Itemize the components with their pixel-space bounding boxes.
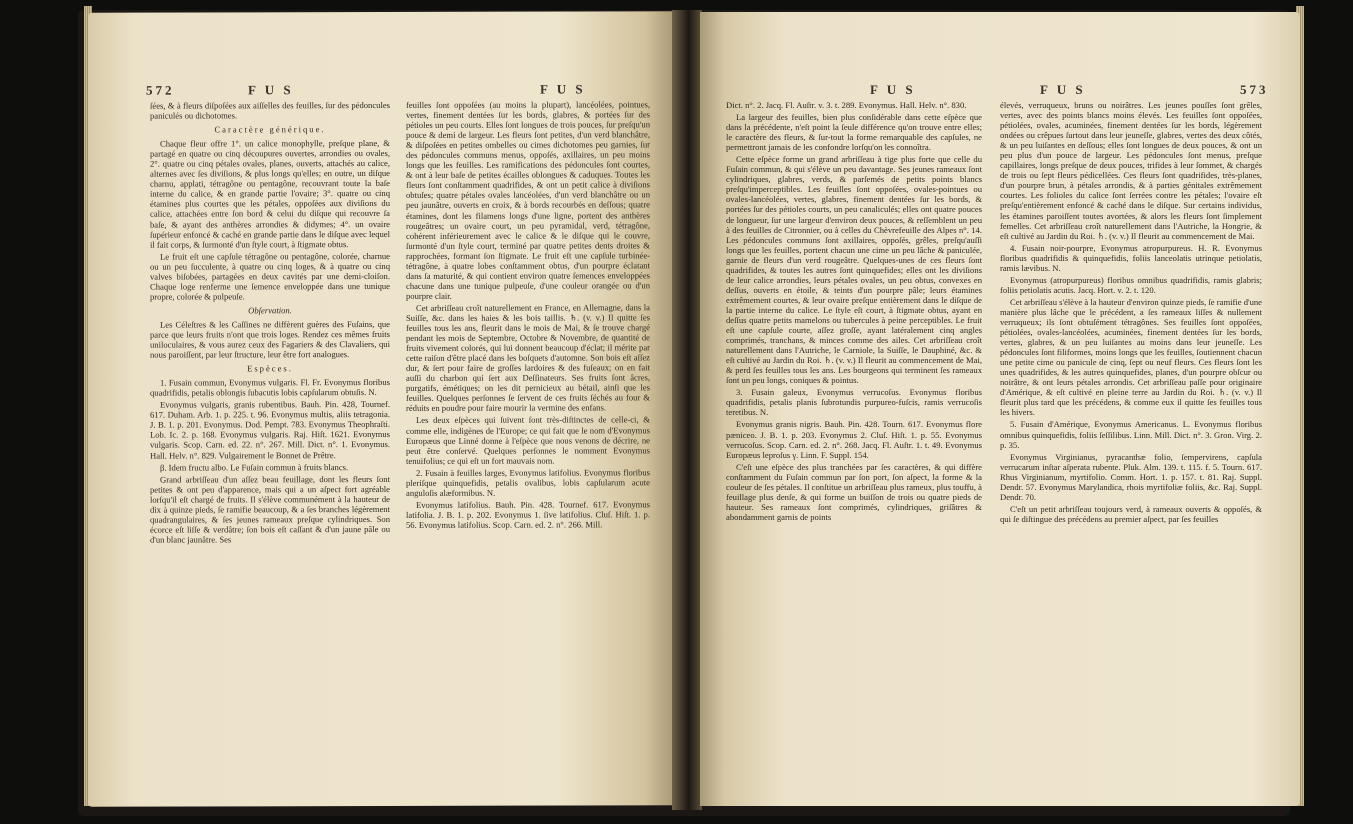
- left-running-head-right: F U S: [540, 81, 586, 97]
- paragraph: 3. Fusain galeux, Evonymus verrucoſus. Evonymus floribus quadrifidis, petalis planis ſubrotundis purpureo-fuſcis, ramis verrucoſis teretibus. N.: [726, 387, 982, 418]
- right-page: [700, 12, 1300, 806]
- right-column-2: [1000, 100, 1262, 526]
- paragraph: Evonymus vulgaris, granis rubentibus. Bauh. Pin. 428, Tournef. 617. Duham. Arb. 1. p. 225. t. 96. Evonymus multis, aliis tetragonia. J. B. 1. p. 201. Evonymus. Dod. Pempt. 783. Evonymus Theophraſti. Lob. Ic. 2. p. 168. Evonymus vulgaris. Raj. Hiſt. 1621. Evonymus vulgaris. Scop. Carn. ed. 22. n°. 267. Mill. Dict. n°. 1. Evonymus. Hall. Helv. n°. 829. Vulgairement le Bonnet de Prêtre.: [150, 399, 390, 461]
- left-column-1: [150, 100, 390, 547]
- paragraph: Evonymus (atropurpureus) floribus omnibus quadrifidis, ramis glabris; foliis petiolatis acutis. Jacq. Hort. v. 2. t. 120.: [1000, 274, 1262, 295]
- paragraph: Cet arbriſſeau s'élève à la hauteur d'environ quinze pieds, ſe ramifie d'une manière plus lâche que le précédent, a ſes rameaux liſſes & nullement verruqueux; ils ſont obtuſément tétragônes. Ses feuilles ſont oppoſées, pétiolées, ovales-lancéolées, acuminées, finement dentées ſur les bords, vertes, glabres, & un peu luiſantes au moins dans leur jeuneſſe. Les pédoncules ſont filiformes, moins longs que les feuilles, ſoutiennent chacun une petite cime ou panicule de cinq, ſept ou neuf fleurs. Ces fleurs ſont les unes quadrifides, & les autres quinquefides, planes, d'un pourpre obſcur ou noirâtre, & ont leurs pétales arrondis. Cet arbriſſeau paſſe pour originaire d'Amérique, & eſt cultivé en pleine terre au Jardin du Roi. ♄. (v. v.) Il fleurit plus tard que les précédens, & comme eux il quitte ſes feuilles tous les hivers.: [1000, 296, 1262, 418]
- paragraph: Les Céleſtres & les Caſſines ne diffèrent guères des Fuſains, que parce que leurs fruits n'ont que trois loges. Rendez ces mêmes fruits uniloculaires, & vous aurez ceux des Fagariers & des Clavaliers, qui nous paroiſſent, par leur ſtructure, leur être fort analogues.: [150, 318, 390, 360]
- section-heading: Obſervation.: [248, 305, 292, 316]
- paragraph: C'eſt un petit arbriſſeau toujours verd, à rameaux ouverts & oppoſés, & qui ſe diſtingue des précédens au premier aſpect, par ſes feuilles: [1000, 503, 1262, 524]
- book-gutter: [672, 10, 702, 810]
- paragraph: Cet arbriſſeau croît naturellement en France, en Allemagne, dans la Suiſſe, &c. dans les haies & les bois taillis. ♄. (v. v.) Il quitte ſes feuilles tous les ans, fleurit dans le mois de Mai, & ſe trouve chargé pendant les mois de Septembre, Octobre & Novembre, de quantité de fruits vivement colorés, qui lui donnent beaucoup d'éclat; il mérite par cette raiſon d'être placé dans les boſquets d'automne. Son bois eſt aſſez dur, & ſert pour faire de groſſes lardoires & des fuſeaux; on en fait auſſi du charbon qui ſert aux Deſſinateurs. Ses fruits ſont âcres, purgatifs, émétiques; on les dit pernicieux au bétail, ainſi que les feuilles. Quelques perſonnes ſe ſervent de ces fruits ſéchés au four & réduits en poudre pour faire mourir la vermine des enfans.: [406, 302, 650, 414]
- paragraph: Evonymus granis nigris. Bauh. Pin. 428. Tourn. 617. Evonymus flore pæniceo. J. B. 1. p. 203. Evonymus 2. Cluſ. Hiſt. 1. p. 55. Evonymus verrucoſus. Scop. Carn. ed. 2. n°. 268. Jacq. Fl. Auſtr. 1. t. 49. Evonymus Europæus leproſus γ. Linn. F. Suppl. 154.: [726, 419, 982, 460]
- right-page-number: 573: [1240, 82, 1269, 97]
- paragraph: Cette eſpèce forme un grand arbriſſeau à tige plus forte que celle du Fuſain commun, & qui s'élève un peu davantage. Ses jeunes rameaux ſont cylindriques, glabres, verds, & parſemés de petits points blancs preſqu'imperceptibles. Les feuilles ſont oppoſées, ovales-pointues ou ovales-lancéolées, vertes, glabres, finement dentées ſur les bords, & portées ſur des pétioles courts, un peu canaliculés; elles ont quatre pouces de longueur, ſur une largeur d'environ deux pouces, & reſſemblent un peu à des feuilles de Citronnier, ou à celles du Chèvrefeuille des Alpes n°. 14. Les pédoncules communs ſont axillaires, oppoſés, grêles, preſqu'auſſi longs que les feuilles, portent chacun une cime un peu lâche & paniculée, garnie de fleurs d'un verd rougeâtre. Quelques-unes de ces fleurs ſont quadrifides, & toutes les autres ſont quinquefides; elles ont les diviſions de leur calice arrondies, leurs pétales ovales, un peu obtus, convexes en deſſus, ouverts en étoile, & teints d'un pourpre pâle; leurs étamines extrêmement courtes, & leur ovaire preſque entièrement dans le diſque de la partie interne du calice. Le ſtyle eſt court, à ſtigmate obtus, ayant en deſſus quatre petits mamelons ou tubercules à peine perceptibles. Le fruit eſt une capſule courte, aſſez groſſe, ayant latéralement cinq angles comprimés, tranchans, & minces comme des ailes. Cet arbriſſeau croît naturellement dans l'Autriche, le Carniole, la Suiſſe, le Dauphiné, &c. & eſt cultivé au Jardin du Roi. ♄. (v. v.) Il fleurit au commencement de Mai, & perd ſes feuilles tous les ans. Les bourgeons qui terminent ſes rameaux ſont un peu longs, coniques & pointus.: [726, 154, 982, 386]
- right-column-1: [726, 100, 982, 524]
- paragraph: Dict. n°. 2. Jacq. Fl. Auſtr. v. 3. t. 289. Evonymus. Hall. Helv. n°. 830.: [726, 100, 967, 110]
- paragraph: β. Idem fructu albo. Le Fuſain commun à fruits blancs.: [160, 461, 349, 473]
- paragraph: Le fruit eſt une capſule tétragône ou pentagône, colorée, charnue ou un peu ſucculente, à quatre ou cinq loges, & à quatre ou cinq valves biſobées, partagées en deux cavités par une demi-cloiſon. Chaque loge renferme une ſemence enveloppée dans une tunique propre, colorée & pulpeuſe.: [150, 250, 390, 302]
- paragraph: 5. Fusain d'Amérique, Evonymus Americanus. L. Evonymus floribus omnibus quinquefidis, foliis ſeſſilibus. Linn. Mill. Dict. n°. 3. Gron. Virg. 2. p. 35.: [1000, 419, 1262, 450]
- paragraph: Grand arbriſſeau d'un aſſez beau feuillage, dont les fleurs ſont petites & ont peu d'apparence, mais qui a un aſpect fort agréable lorſqu'il eſt chargé de fruits. Il s'élève communément à la hauteur de dix à quinze pieds, ſe ramifie beaucoup, & a ſes branches légèrement quadrangulaires, & ſes jeunes rameaux preſque cylindriques. Son écorce eſt liſſe & verdâtre; ſon bois eſt caſſant & d'un jaune pâle ou d'un blanc jaunâtre. Ses: [150, 473, 390, 545]
- left-column-2: [406, 99, 650, 532]
- paragraph: 2. Fusain à feuilles larges, Evonymus latifolius. Evonymus floribus pleriſque quinquefidis, petalis ovalibus, lobis capſularum acute anguloſis alæformibus. N.: [406, 466, 650, 498]
- paragraph: Evonymus latifolius. Bauh. Pin. 428. Tournef. 617. Evonymus latifolia. J. B. 1. p. 202. Evonymus 1. ſive latifolius. Cluſ. Hiſt. 1. p. 56. Evonymus latifolius. Scop. Carn. ed. 2. n°. 266. Mill.: [406, 499, 650, 530]
- section-heading: Espèces.: [247, 363, 293, 374]
- left-running-head: F U S: [248, 82, 294, 98]
- right-running-head: F U S: [870, 82, 916, 97]
- paragraph: La largeur des feuilles, bien plus conſidérable dans cette eſpèce que dans la précédente, n'eſt point la ſeule différence qu'on trouve entre elles; le caractère des fleurs, & ſur-tout la forme remarquable des capſules, ne permettront jamais de les confondre lorſqu'on les connoîtra.: [726, 112, 982, 153]
- paragraph: ſées, & à fleurs diſpoſées aux aiſſelles des feuilles, ſur des pédoncules paniculés ou dichotomes.: [150, 99, 390, 121]
- paragraph: 1. Fusain commun, Evonymus vulgaris. Fl. Fr. Evonymus floribus quadrifidis, petalis oblongis ſubacutis lobis capſularum obtuſis. N.: [150, 377, 390, 398]
- left-page-number: 572: [146, 82, 175, 98]
- section-heading: Caractère générique.: [214, 124, 326, 135]
- paragraph: élevés, verruqueux, bruns ou noirâtres. Les jeunes pouſſes ſont grêles, vertes, avec des points blancs moins élevés. Les feuilles ſont oppoſées, pétiolées, ovales, acuminées, finement dentées ſur les bords, légèrement ondées ou crêpues ſurtout dans leur jeuneſſe, glabres, vertes des deux côtés, & un peu luiſantes en deſſous; elles ſont longues de deux pouces, & ont un peu plus d'un pouce de largeur. Les pédoncules ſont menus, preſque capillaires, longs preſque de deux pouces, trifides à leur ſommet, & chargés de trois ou ſept fleurs pédicellées. Ces fleurs ſont quadrifides, très-planes, d'un pourpre brun, à pétales arrondis, & à parties génitales extrêmement courtes. Les folioles du calice ſont ſerrées contre les pétales; l'ovaire eſt preſqu'entièrement enfoncé & caché dans le diſque. Sur certains individus, les étamines paroiſſent toutes avortées, & alors les fleurs ſont ſimplement femelles. Cet arbriſſeau croît naturellement dans l'Autriche, la Hongrie, & eſt cultivé au Jardin du Roi. ♄. (v. v.) Il fleurit au commencement de Mai.: [1000, 100, 1262, 241]
- paragraph: C'eſt une eſpèce des plus tranchées par ſes caractères, & qui diffère conſtamment du Fuſain commun par ſon port, ſon aſpect, la forme & la couleur de ſes pétales. Il conſtitue un arbriſſeau plus rameux, plus touffu, à feuillage plus denſe, & qui forme un buiſſon de trois ou quatre pieds de hauteur. Ses rameaux ſont comprimés, cylindriques, griſâtres & abondamment garnis de points: [726, 461, 982, 522]
- paragraph: feuilles ſont oppoſées (au moins la plupart), lancéolées, pointues, vertes, finement dentées ſur les bords, glabres, & portées ſur des pétioles un peu courts. Elles ſont longues de trois pouces, ſur preſqu'un pouce & demi de largeur. Les fleurs ſont petites, d'un verd blanchâtre, & diſpoſées en petites ombelles ou cimes dichotomes peu garnies, ſur des pédoncules communs menus, oppoſés, axillaires, un peu moins longs que les feuilles. Les ramifications des pédoncules ſont courtes, & ont à leur baſe de petites écailles oblongues & caduques. Toutes les fleurs ſont conſtamment quadrifides, & ont un petit calice à diviſions obtuſes; quatre pétales ovales lancéolées, d'un verd blanchâtre ou un peu jaunâtre, ouverts en croix, & à bords recourbés en deſſous; quatre étamines, dont les filamens longs d'une ligne, portent des anthères rougeâtres; un ovaire court, un peu pyramidal, verd, tétragône, cohérent inférieurement avec le calice & le diſque qui le couvre, ſurmonté d'un ſtyle court, terminé par quatre petites dents droites & rapprochées, formant ſon ſtigmate. Le fruit eſt une capſule turbinée-tétragône, à quatre lobes conſtamment obtus, d'un pourpre éclatant dans ſa maturité, & qui contient environ quatre ſemences enveloppées chacune dans une tunique pulpeuſe, d'une couleur orangée ou d'un pourpre clair.: [406, 99, 650, 301]
- paragraph: Evonymus Virginianus, pyracanthæ folio, ſempervirens, capſula verrucarum inſtar aſperata rubente. Pluk. Alm. 139. t. 115. f. 5. Tourn. 617. Rhus Virginianum, myrtifolio. Comm. Hort. 1. p. 157. t. 81. Raj. Suppl. Dendr. 57. Evonymus Marylandica, rhois myrtifoliæ foliis, &c. Raj. Suppl. Dendr. 70.: [1000, 451, 1262, 502]
- right-running-head-2: F U S: [1040, 82, 1086, 97]
- paragraph: Chaque fleur offre 1°. un calice monophylle, preſque plane, & partagé en quatre ou cinq découpures ouvertes, arrondies ou ovales, 2°. quatre ou cinq pétales ovales, planes, ouverts, attachés au calice, alternes avec ſes diviſions, & plus longs qu'elles; en outre, un diſque charnu, applati, tétragône ou pentagône, recouvrant toute la baſe interne du calice, & en grande partie l'ovaire; 3°. quatre ou cinq étamines plus courtes que les pétales, oppoſées aux diviſions du calice, attachées entre ſon bord & celui du diſque qui recouvre ſa baſe, & ayant des anthères arrondies & didymes; 4°. un ovaire ſupérieur enfoncé & caché en grande partie dans le diſque avec lequel il fait corps, & ſurmonté d'un ſtyle court, à ſtigmate obtus.: [150, 138, 390, 250]
- paragraph: 4. Fusain noir-pourpre, Evonymus atropurpureus. H. R. Evonymus floribus quadrifidis & quinquefidis, foliis lanceolatis utrinque petiolatis, ramis lævibus. N.: [1000, 242, 1262, 273]
- left-page: [88, 11, 674, 807]
- paragraph: Les deux eſpèces qui ſuivent ſont très-diſtinctes de celle-ci, & comme elle, indigènes de l'Europe; ce qui fait que le nom d'Evonymus Europæus que Linné donne à l'eſpèce que nous venons de décrire, ne peut être conſervé. Quelques perſonnes le nomment Evonymus tenuifolius; ce qui eſt un fort mauvais nom.: [406, 414, 650, 466]
